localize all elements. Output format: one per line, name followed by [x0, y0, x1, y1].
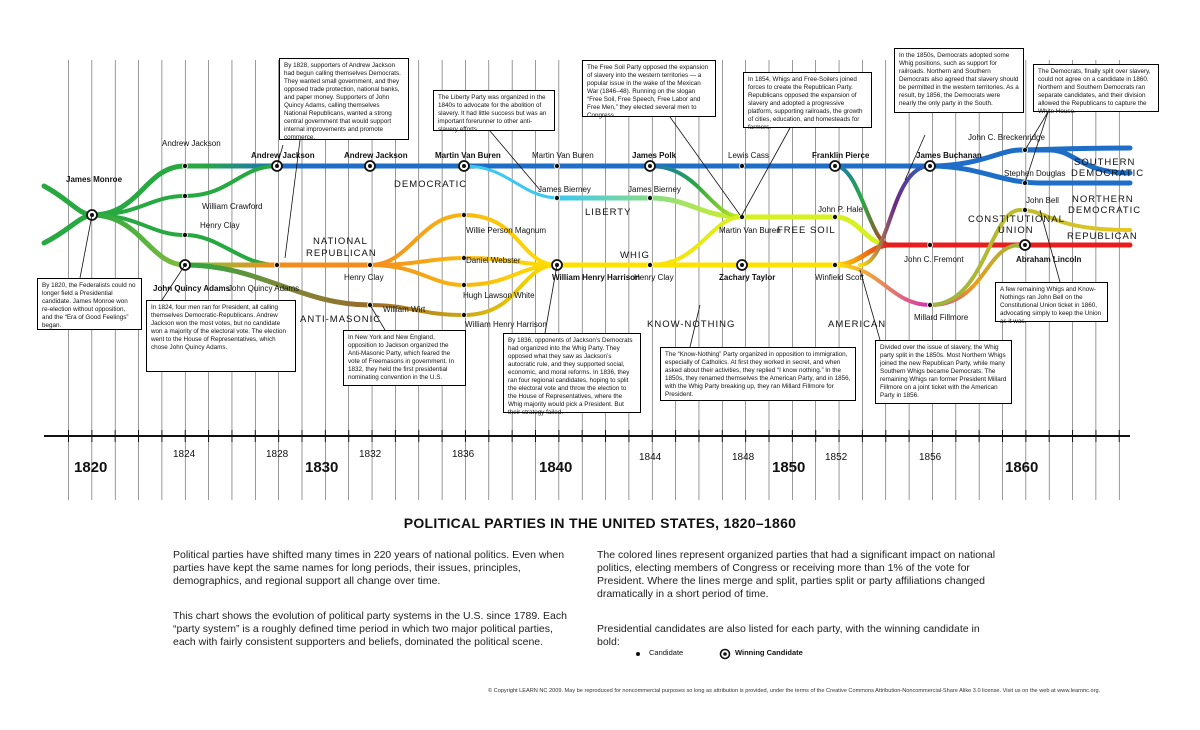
candidate-harrison-1840: William Henry Harrison	[552, 273, 640, 282]
year-label-1856: 1856	[919, 452, 942, 463]
whig-to-american-flow	[835, 265, 930, 305]
candidate-buchanan: James Buchanan	[916, 151, 982, 160]
party-label-free-soil: FREE SOIL	[777, 225, 836, 236]
note-democrats-split: The Democrats, finally split over slavery, could not agree on a candidate in 1860. Northern and Southern Democrats ran separate candidates, and their division allowed the Republicans to capture the White House.	[1033, 64, 1159, 112]
candidate-hale: John P. Hale	[818, 205, 863, 214]
candidate-marker	[832, 262, 837, 267]
party-label-democratic: DEMOCRATIC	[394, 179, 468, 190]
party-label-anti-masonic: ANTI-MASONIC	[300, 314, 382, 325]
candidate-marker	[182, 163, 187, 168]
description-left-2: This chart shows the evolution of political party systems in the U.S. since 1789. Each “party system” is a roughly defined time period in which two major political parties, each with fairly consistent supporters and beliefs, dominated the political scene.	[173, 610, 567, 648]
candidate-marker	[739, 214, 744, 219]
candidate-marker	[1022, 207, 1027, 212]
legend-winner-label: Winning Candidate	[735, 648, 803, 657]
candidate-marker	[274, 262, 279, 267]
legend-candidate-label: Candidate	[649, 648, 684, 657]
winning-candidate-marker-dot	[462, 164, 466, 168]
year-label-1844: 1844	[639, 452, 662, 463]
candidate-breckinridge: John C. Breckenridge	[968, 133, 1045, 142]
winning-candidate-marker-dot	[740, 263, 744, 267]
party-label-national-republican: NATIONAL REPUBLICAN	[306, 236, 377, 259]
candidate-marker	[832, 214, 837, 219]
note-democrats-1828: By 1828, supporters of Andrew Jackson had begun calling themselves Democrats. They wanted small government, and they opposed trade protection, national banks, and paper money. Supporters of John Quincy Adams, calling themselves National Republicans, wanted a strong central government that would support internal improvements and promote commerce.	[279, 58, 409, 140]
candidate-marker	[461, 312, 466, 317]
legend-candidate-marker	[634, 650, 642, 658]
whig-merge-flow	[370, 265, 557, 285]
candidate-monroe: James Monroe	[66, 175, 123, 184]
note-free-soil: The Free Soil Party opposed the expansion of slavery into the western territories — a popular issue in the wake of the Mexican War (1846–48). Running on the slogan “Free Soil, Free Speech, Free Labor and Free Men,” they elected several men to Congress.	[582, 60, 716, 117]
candidate-marker	[554, 163, 559, 168]
party-label-liberty: LIBERTY	[585, 207, 632, 218]
year-label-1836: 1836	[452, 449, 475, 460]
candidate-clay-1844: Henry Clay	[634, 273, 674, 282]
year-label-1850: 1850	[772, 459, 806, 476]
year-label-1840: 1840	[539, 459, 573, 476]
year-label-1828: 1828	[266, 449, 289, 460]
candidate-marker	[367, 262, 372, 267]
legend-winner-marker	[719, 648, 731, 660]
candidate-harrison-1836: William Henry Harrison	[465, 320, 547, 329]
party-label-american: AMERICAN	[828, 319, 887, 330]
winning-candidate-marker-dot	[928, 164, 932, 168]
candidate-bell: John Bell	[1026, 196, 1059, 205]
note-liberty: The Liberty Party was organized in the 1840s to advocate for the abolition of slavery. It had little success but was an important forerunner to other anti-slavery efforts.	[433, 90, 555, 131]
year-label-1860: 1860	[1005, 459, 1039, 476]
candidate-clay-1824: Henry Clay	[200, 221, 240, 230]
winning-candidate-marker-dot	[368, 164, 372, 168]
candidate-jackson-1824: Andrew Jackson	[162, 139, 221, 148]
candidate-lincoln: Abraham Lincoln	[1016, 255, 1082, 264]
description-right-1: The colored lines represent organized parties that had a significant impact on national politics, electing members of Congress or receiving more than 1% of the vote for President. Where the lines merge and split, parties split or party affiliations changed dramatically in a short period of time.	[597, 549, 996, 600]
description-left-1: Political parties have shifted many times in 220 years of national politics. Even when parties have kept the same names for long periods, their issues, principles, demographics, and regional support all change over time.	[173, 549, 565, 587]
candidate-marker	[739, 163, 744, 168]
candidate-marker	[461, 212, 466, 217]
note-democrats-1850s: In the 1850s, Democrats adopted some Whig positions, such as support for railroads. Northern and Southern Democrats also agreed that slavery should be permitted in the western territories. As a result, by 1856, the Democrats were nearly the only party in the South.	[894, 48, 1024, 113]
party-label-constitutional-union: CONSTITUTIONAL UNION	[968, 214, 1065, 236]
page-title: POLITICAL PARTIES IN THE UNITED STATES, 1820–1860	[403, 515, 797, 531]
federalist-flow	[44, 186, 92, 215]
candidate-douglas: Stephen Douglas	[1004, 169, 1066, 178]
candidate-van-buren-1836: Martin Van Buren	[435, 151, 501, 160]
candidate-pierce: Franklin Pierce	[812, 151, 870, 160]
winning-candidate-marker-dot	[648, 164, 652, 168]
winning-candidate-marker-dot	[1023, 243, 1027, 247]
candidate-van-buren-1840: Martin Van Buren	[532, 151, 594, 160]
candidate-white: Hugh Lawson White	[463, 291, 535, 300]
candidate-webster: Daniel Webster	[466, 256, 521, 265]
candidate-adams-1824: John Quincy Adams	[153, 284, 231, 293]
candidate-mangum: Willie Person Magnum	[466, 226, 547, 235]
candidate-polk: James Polk	[632, 151, 677, 160]
candidate-marker	[647, 195, 652, 200]
candidate-fremont: John C. Fremont	[904, 255, 964, 264]
candidate-scott: Winfield Scott	[815, 273, 864, 282]
candidate-birney-1840: James Bierney	[538, 185, 591, 194]
party-label-northern-democratic: NORTHERN DEMOCRATIC	[1068, 194, 1142, 216]
candidate-taylor: Zachary Taylor	[719, 273, 776, 282]
candidate-birney-1844: James Bierney	[628, 185, 681, 194]
year-label-1832: 1832	[359, 449, 382, 460]
candidate-crawford: William Crawford	[202, 202, 263, 211]
candidate-van-buren-1848: Martin Van Buren	[719, 226, 781, 235]
note-know-nothing: The “Know-Nothing” Party organized in opposition to immigration, especially of Catholics. At first they worked in secret, and when asked about their activities, they replied “I know nothing.” In the 1850s, they renamed themselves the American Party, and in 1856, with the Whig Party breaking up, they ran Millard Fillmore for President.	[660, 347, 856, 401]
candidate-marker	[182, 193, 187, 198]
note-anti-masonic: In New York and New England, opposition to Jackson organized the Anti-Masonic Party, which feared the vote of Freemasons in government. In 1832, they held the first presidential nominating convention in the U.S.	[343, 330, 466, 386]
candidate-fillmore: Millard Fillmore	[914, 313, 969, 322]
note-republicans-1854: In 1854, Whigs and Free-Soilers joined forces to create the Republican Party. Republicans opposed the expansion of slavery and adopted a progressive platform, supporting railroads, the growth of cities, education, and homesteads for farmers.	[743, 72, 872, 128]
year-label-1830: 1830	[305, 459, 339, 476]
candidate-marker	[461, 282, 466, 287]
candidate-wirt: William Wirt	[383, 305, 426, 314]
year-label-1824: 1824	[173, 449, 196, 460]
party-label-republican: REPUBLICAN	[1067, 231, 1138, 242]
note-whig-split: Divided over the issue of slavery, the Whig party split in the 1850s. Most Northern Whigs joined the new Republican Party, while many Southern Whigs became Democrats. The remaining Whigs ran former President Millard Fillmore on a joint ticket with the American Party in 1856.	[875, 340, 1012, 404]
winning-candidate-marker-dot	[833, 164, 837, 168]
candidate-adams-1828: John Quincy Adams	[228, 284, 300, 293]
note-election-1824: In 1824, four men ran for President, all calling themselves Democratic-Republicans. Andrew Jackson won the most votes, but no candidate won a majority of the electoral vote. The election went to the House of Representatives, which chose John Quincy Adams.	[146, 300, 296, 372]
candidate-cass: Lewis Cass	[728, 151, 769, 160]
candidate-marker	[927, 242, 932, 247]
candidate-marker	[927, 302, 932, 307]
year-label-1852: 1852	[825, 452, 848, 463]
party-label-whig: WHIG	[620, 250, 650, 261]
party-label-southern-democratic: SOUTHERN DEMOCRATIC	[1071, 157, 1145, 179]
candidate-marker	[182, 232, 187, 237]
candidate-jackson-1832: Andrew Jackson	[344, 151, 408, 160]
copyright-notice: © Copyright LEARN NC 2009. May be reproduced for noncommercial purposes so long as attribution is provided, under the terms of the Creative Commons Attribution-Noncommercial-Share Alike 3.0 license. Visit us on the web at www.learnnc.org.	[488, 688, 1101, 694]
description-right-2: Presidential candidates are also listed for each party, with the winning candidate in bold:	[597, 623, 980, 648]
candidate-marker	[554, 195, 559, 200]
year-label-1820: 1820	[74, 459, 108, 476]
note-whig-1836: By 1836, opponents of Jackson’s Democrats had organized into the Whig Party. They opposed what they saw as Jackson’s autocratic rule, and they supported social, economic, and moral reforms. In 1836, they ran four regional candidates, hoping to split the electoral vote and throw the election to the House of Representatives, where the Whig majority would pick a President. But their strategy failed.	[503, 333, 641, 413]
free-soil-whig-flow	[650, 217, 742, 265]
year-label-1848: 1848	[732, 452, 755, 463]
party-label-know-nothing: KNOW-NOTHING	[647, 319, 736, 330]
candidate-jackson-1828: Andrew Jackson	[251, 151, 315, 160]
federalist-flow	[44, 215, 92, 243]
candidate-marker	[647, 262, 652, 267]
note-constitutional-union: A few remaining Whigs and Know-Nothings ran John Bell on the Constitutional Union ticket in 1860, advocating simply to keep the Union as it was.	[995, 282, 1108, 322]
candidate-clay-1832: Henry Clay	[344, 273, 384, 282]
note-federalists: By 1820, the Federalists could no longer field a Presidential candidate. James Monroe won re-election without opposition, and the “Era of Good Feelings” began.	[37, 278, 142, 330]
